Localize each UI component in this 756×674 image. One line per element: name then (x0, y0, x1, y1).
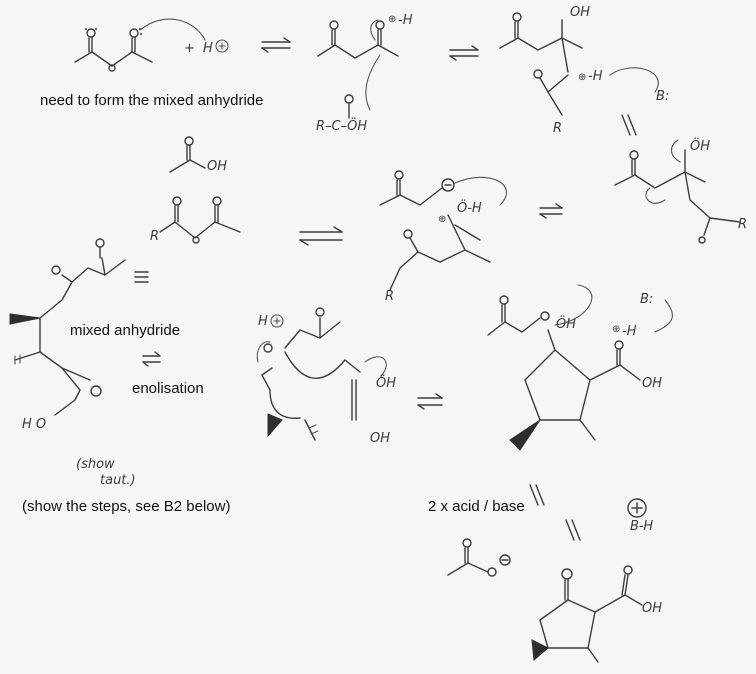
conjugate-acid-bh (628, 499, 653, 534)
enolisation-arrow (143, 352, 160, 366)
svg-text:ÖH: ÖH (690, 139, 711, 154)
oh-label-tetra: OH (570, 5, 591, 20)
base-label-2: B: (640, 292, 654, 307)
equilibrium-arrow-2 (450, 46, 478, 60)
svg-text:H: H (203, 41, 213, 56)
bh-label: B-H (630, 519, 654, 534)
equilibrium-arrow-vertical-1 (622, 115, 636, 135)
svg-text:taut.): taut.) (100, 473, 136, 488)
svg-text:+: + (184, 41, 195, 56)
enol-intermediate-structure (257, 308, 396, 446)
svg-text:ÖH: ÖH (556, 317, 577, 332)
acetic-anhydride-structure (75, 28, 152, 71)
ring-acid-oh: OH (642, 376, 663, 391)
protonated-anhydride-structure (316, 13, 413, 134)
equilibrium-arrow-5 (418, 394, 442, 409)
product-oh: OH (642, 601, 663, 616)
plus-h-reagent (140, 19, 228, 56)
svg-text:H: H (258, 314, 268, 329)
mixed-anhydride-generic (150, 197, 240, 244)
tetrahedral-intermediate-2 (615, 137, 747, 243)
mixed-anhydride-note: need to form the mixed anhydride (40, 92, 264, 109)
show-steps-note: (show the steps, see B2 below) (22, 498, 231, 515)
base-label-1: B: (656, 89, 670, 104)
enolisation-label: enolisation (132, 380, 204, 397)
svg-text:Ö-H: Ö-H (457, 201, 482, 216)
svg-text:H O: H O (22, 417, 47, 432)
svg-text:R–C–ÖH: R–C–ÖH (316, 119, 368, 134)
r-group-2: R (385, 289, 395, 304)
equilibrium-arrow-1 (262, 38, 290, 52)
svg-text:⊕: ⊕ (578, 72, 587, 83)
show-taut-note (76, 457, 136, 488)
r-group-1: R (553, 121, 563, 136)
svg-text:-H: -H (588, 69, 603, 84)
svg-text:-H: -H (622, 324, 637, 339)
acetic-acid-oh: OH (207, 159, 228, 174)
mixed-anhydride-label: mixed anhydride (70, 322, 181, 339)
svg-text:⊕: ⊕ (388, 14, 397, 25)
svg-text:-H: -H (398, 13, 413, 28)
svg-text:ÖH: ÖH (376, 376, 397, 391)
acid-base-label: 2 x acid / base (428, 498, 525, 515)
equilibrium-arrow-4 (300, 227, 342, 245)
equilibrium-arrow-3 (540, 204, 562, 218)
cyclopentanone-product-structure (532, 566, 662, 662)
acid-base-arrows (530, 485, 580, 540)
svg-text:⊕: ⊕ (438, 214, 447, 225)
protonated-tetrahedral-intermediate (380, 171, 506, 304)
r-group-4: R (150, 229, 160, 244)
tetrahedral-intermediate-1 (500, 5, 669, 136)
svg-text:(show: (show (76, 457, 115, 472)
enol-oh: OH (370, 431, 391, 446)
acetate-structure (448, 539, 510, 576)
svg-text:⊕: ⊕ (612, 324, 621, 335)
r-group-3: R (738, 217, 748, 232)
cyclopentane-tetrahedral-structure (488, 285, 672, 450)
acetic-acid-structure (170, 137, 227, 174)
